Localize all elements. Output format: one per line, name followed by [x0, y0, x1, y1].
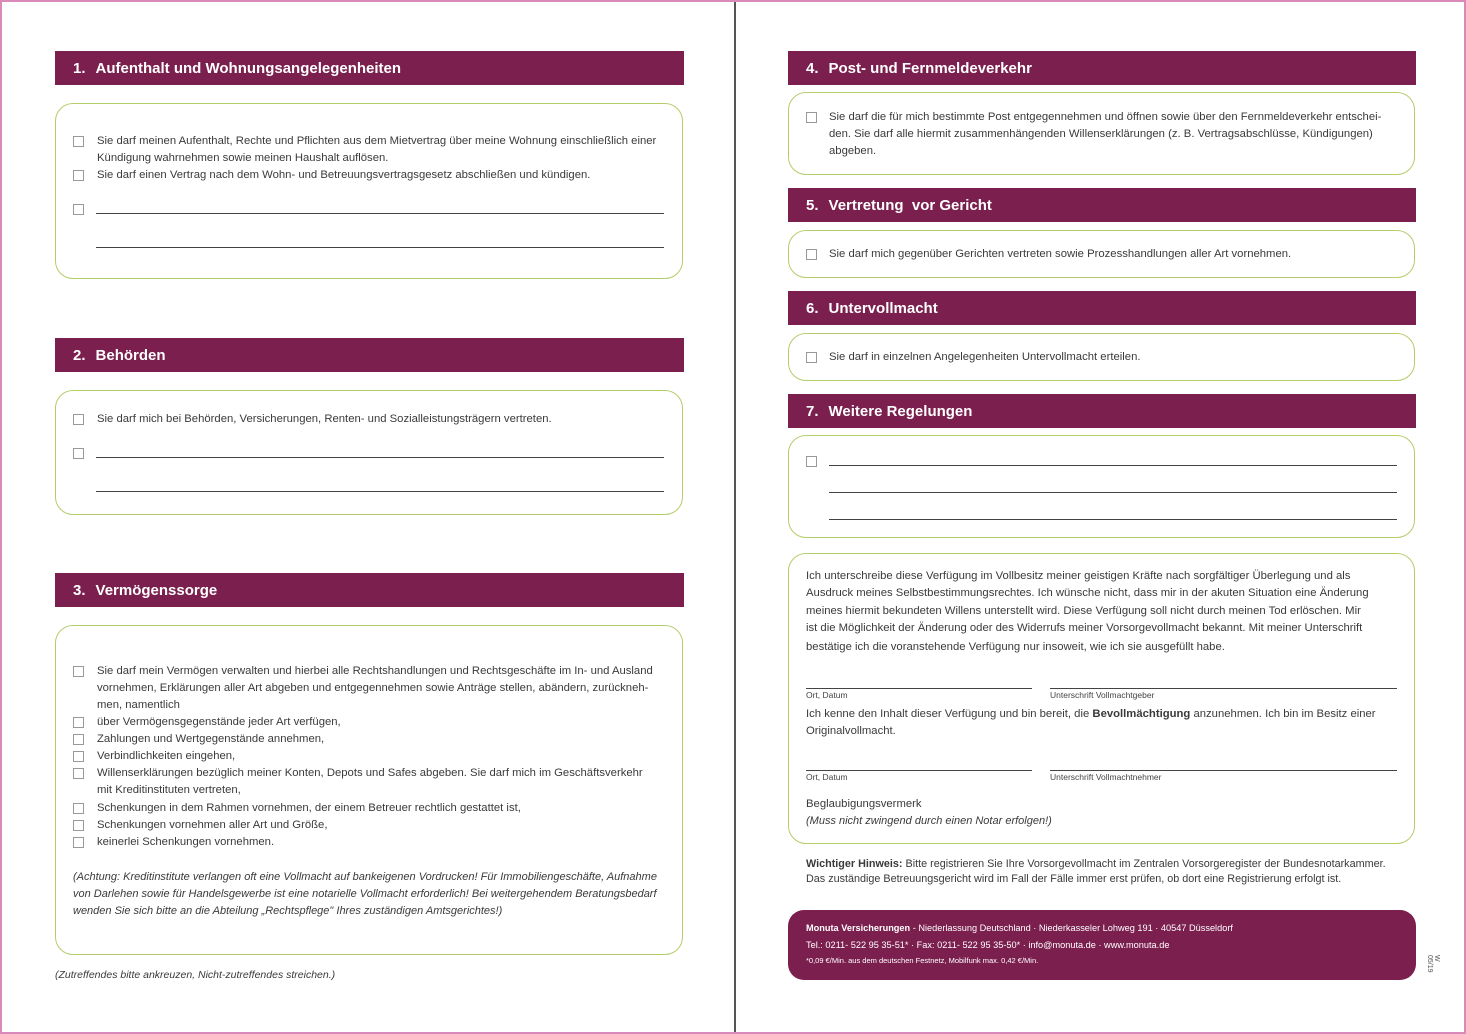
place-date-line-2[interactable]: [806, 770, 1032, 771]
hint-text-2: Das zuständige Betreuungsgericht wird im Fall der Fälle immer erst prüfen, ob dort eine Registrierung erfolgt ist.: [806, 873, 1342, 885]
section-7-header: [788, 394, 1416, 428]
section-7-title: Weitere Regelungen: [828, 402, 973, 420]
s1-checkbox-3[interactable]: [73, 204, 84, 215]
hint-line-1: [806, 857, 1386, 872]
certification-label: Beglaubigungsvermerk: [806, 798, 922, 810]
s7-write-line-3[interactable]: [829, 519, 1397, 520]
s3-checkbox-7[interactable]: [73, 820, 84, 831]
signature-paragraph-5: bestätige ich die voranstehende Verfügung nur insoweit, wie ich sie ausgefüllt habe.: [806, 641, 1225, 653]
section-3-header: [55, 573, 684, 607]
s1-item-1-cont: Kündigung wahrnehmen sowie meinen Haushalt auflösen.: [97, 152, 389, 164]
s3-item-2: über Vermögensgegenstände jeder Art verfügen,: [97, 716, 341, 728]
accept-text-2: anzunehmen. Ich bin im Besitz einer: [1193, 708, 1376, 720]
signature-paragraph-3: meines hiermit bekundeten Willens unterstellt wird. Diese Verfügung soll nicht durch meinen Tod erlöschen. Mir: [806, 605, 1361, 617]
s7-checkbox-1[interactable]: [806, 456, 817, 467]
section-5-header: [788, 188, 1416, 222]
s5-checkbox-1[interactable]: [806, 249, 817, 260]
footer-company: Monuta Versicherungen: [806, 923, 911, 933]
label-place-date-2: Ort, Datum: [806, 772, 848, 782]
signature-taker-line[interactable]: [1050, 770, 1397, 771]
accept-bold: Bevollmächtigung: [1092, 708, 1191, 720]
section-4-header: [788, 51, 1416, 85]
s4-item-1: Sie darf die für mich bestimmte Post entgegennehmen und öffnen sowie über den Fernmeldeverkehr entschei-: [829, 111, 1382, 123]
s1-write-line-1[interactable]: [96, 213, 664, 214]
page-divider: [734, 2, 736, 1032]
s2-item-1: Sie darf mich bei Behörden, Versicherungen, Renten- und Sozialleistungsträgern vertreten.: [97, 413, 552, 425]
accept-text-line-1: [806, 706, 1376, 723]
s3-checkbox-5[interactable]: [73, 768, 84, 779]
s3-item-5-cont: mit Kreditinstituten vertreten,: [97, 784, 241, 796]
s5-item-1: Sie darf mich gegenüber Gerichten vertreten sowie Prozesshandlungen aller Art vornehmen.: [829, 248, 1292, 260]
s3-item-1: Sie darf mein Vermögen verwalten und hierbei alle Rechtshandlungen und Rechtsgeschäfte im In- und Ausland: [97, 665, 653, 677]
section-1-number: 1.: [73, 59, 86, 77]
s3-checkbox-4[interactable]: [73, 751, 84, 762]
s3-item-1-cont-2: men, namentlich: [97, 699, 180, 711]
hint-label: Wichtiger Hinweis:: [806, 858, 903, 870]
s3-item-6: Schenkungen in dem Rahmen vornehmen, der einem Betreuer rechtlich gestattet ist,: [97, 802, 521, 814]
signature-paragraph-1: Ich unterschreibe diese Verfügung im Vollbesitz meiner geistigen Kräfte nach sorgfältiger Überlegung und als: [806, 570, 1351, 582]
section-5-title: Vertretung vor Gericht: [828, 196, 992, 214]
s3-checkbox-8[interactable]: [73, 837, 84, 848]
label-signature-giver: Unterschrift Vollmachtgeber: [1050, 690, 1155, 700]
footer-rates: *0,09 €/Min. aus dem deutschen Festnetz, Mobilfunk max. 0,42 €/Min.: [806, 956, 1039, 965]
label-place-date-1: Ort, Datum: [806, 690, 848, 700]
section-2-number: 2.: [73, 346, 86, 364]
section-1-header: [55, 51, 684, 85]
section-7-number: 7.: [806, 402, 819, 420]
section-3-title: Vermögenssorge: [95, 581, 218, 599]
hint-text-1: Bitte registrieren Sie Ihre Vorsorgevollmacht im Zentralen Vorsorgeregister der Bundesnotarkammer.: [905, 858, 1386, 870]
footer-line-1: [806, 920, 1398, 937]
s3-item-1-cont-1: vornehmen, Erklärungen aller Art abgeben und entgegennehmen sowie Anträge stellen, abändern, zurückneh-: [97, 682, 649, 694]
section-7-box: [788, 435, 1415, 538]
s3-checkbox-6[interactable]: [73, 803, 84, 814]
s4-item-1-cont-2: abgeben.: [829, 145, 877, 157]
s6-item-1: Sie darf in einzelnen Angelegenheiten Untervollmacht erteilen.: [829, 351, 1141, 363]
s6-checkbox-1[interactable]: [806, 352, 817, 363]
signature-giver-line[interactable]: [1050, 688, 1397, 689]
s3-item-5: Willenserklärungen bezüglich meiner Konten, Depots und Safes abgeben. Sie darf mich im Geschäftsverkehr: [97, 767, 643, 779]
section-4-title: Post- und Fernmeldeverkehr: [828, 59, 1032, 77]
s1-checkbox-2[interactable]: [73, 170, 84, 181]
section-2-header: [55, 338, 684, 372]
s4-item-1-cont-1: den. Sie darf alle hiermit zusammenhängenden Willenserklärungen (z. B. Vertragsabschlüsse, Kündigungen): [829, 128, 1373, 140]
s1-checkbox-1[interactable]: [73, 136, 84, 147]
s2-checkbox-1[interactable]: [73, 414, 84, 425]
footer-address: - Niederlassung Deutschland · Niederkasseler Lohweg 191 · 40547 Düsseldorf: [912, 923, 1233, 933]
signature-paragraph-4: ist die Möglichkeit der Änderung oder des Widerrufs meiner Vorsorgevollmacht bekannt. Mit meiner Unterschrift: [806, 622, 1363, 634]
section-4-number: 4.: [806, 59, 819, 77]
accept-text-3: Originalvollmacht.: [806, 725, 896, 737]
section-2-title: Behörden: [95, 346, 166, 364]
s7-write-line-1[interactable]: [829, 465, 1397, 466]
s3-note-line-2: von Darlehen sowie für Handelsgewerbe ist eine notarielle Vollmacht erforderlich! Bei weitergehendem Beratungsbedarf: [73, 888, 657, 900]
s2-checkbox-2[interactable]: [73, 448, 84, 459]
certification-note: (Muss nicht zwingend durch einen Notar erfolgen!): [806, 815, 1052, 827]
section-3-number: 3.: [73, 581, 86, 599]
section-1-box: [55, 103, 683, 279]
s3-checkbox-3[interactable]: [73, 734, 84, 745]
s3-note-line-3: wenden Sie sich bitte an die Abteilung „Rechtspflege" Ihres zuständigen Amtsgerichtes!): [73, 905, 503, 917]
footer-banner: [788, 910, 1416, 980]
s1-item-1: Sie darf meinen Aufenthalt, Rechte und Pflichten aus dem Mietvertrag über meine Wohnung einschließlich einer: [97, 135, 657, 147]
s1-item-2: Sie darf einen Vertrag nach dem Wohn- und Betreuungsvertragsgesetz abschließen und kündigen.: [97, 169, 591, 181]
s7-write-line-2[interactable]: [829, 492, 1397, 493]
section-1-title: Aufenthalt und Wohnungsangelegenheiten: [95, 59, 402, 77]
bottom-note: (Zutreffendes bitte ankreuzen, Nicht-zutreffendes streichen.): [55, 969, 336, 981]
section-2-box: [55, 390, 683, 515]
s3-checkbox-1[interactable]: [73, 666, 84, 677]
s2-write-line-2[interactable]: [96, 491, 664, 492]
s3-item-7: Schenkungen vornehmen aller Art und Größe,: [97, 819, 328, 831]
footer-contact: Tel.: 0211- 522 95 35-51* · Fax: 0211- 522 95 35-50* · info@monuta.de · www.monuta.de: [806, 940, 1170, 950]
place-date-line-1[interactable]: [806, 688, 1032, 689]
s1-write-line-2[interactable]: [96, 247, 664, 248]
s3-checkbox-2[interactable]: [73, 717, 84, 728]
signature-paragraph-2: Ausdruck meines Selbstbestimmungsrechtes. Ich wünsche nicht, dass mir in der akuten Situation eine Änderung: [806, 587, 1369, 599]
label-signature-taker: Unterschrift Vollmachtnehmer: [1050, 772, 1162, 782]
form-code: W 05/19: [1426, 955, 1440, 973]
accept-text-1: Ich kenne den Inhalt dieser Verfügung und bin bereit, die: [806, 708, 1090, 720]
s2-write-line-1[interactable]: [96, 457, 664, 458]
s3-note-line-1: (Achtung: Kreditinstitute verlangen oft eine Vollmacht auf bankeigenen Vordrucken! Für Immobiliengeschäfte, Aufnahme: [73, 871, 657, 883]
s3-item-8: keinerlei Schenkungen vornehmen.: [97, 836, 275, 848]
s3-item-3: Zahlungen und Wertgegenstände annehmen,: [97, 733, 325, 745]
s4-checkbox-1[interactable]: [806, 112, 817, 123]
section-6-title: Untervollmacht: [828, 299, 938, 317]
s3-item-4: Verbindlichkeiten eingehen,: [97, 750, 236, 762]
section-6-number: 6.: [806, 299, 819, 317]
section-5-number: 5.: [806, 196, 819, 214]
section-6-header: [788, 291, 1416, 325]
